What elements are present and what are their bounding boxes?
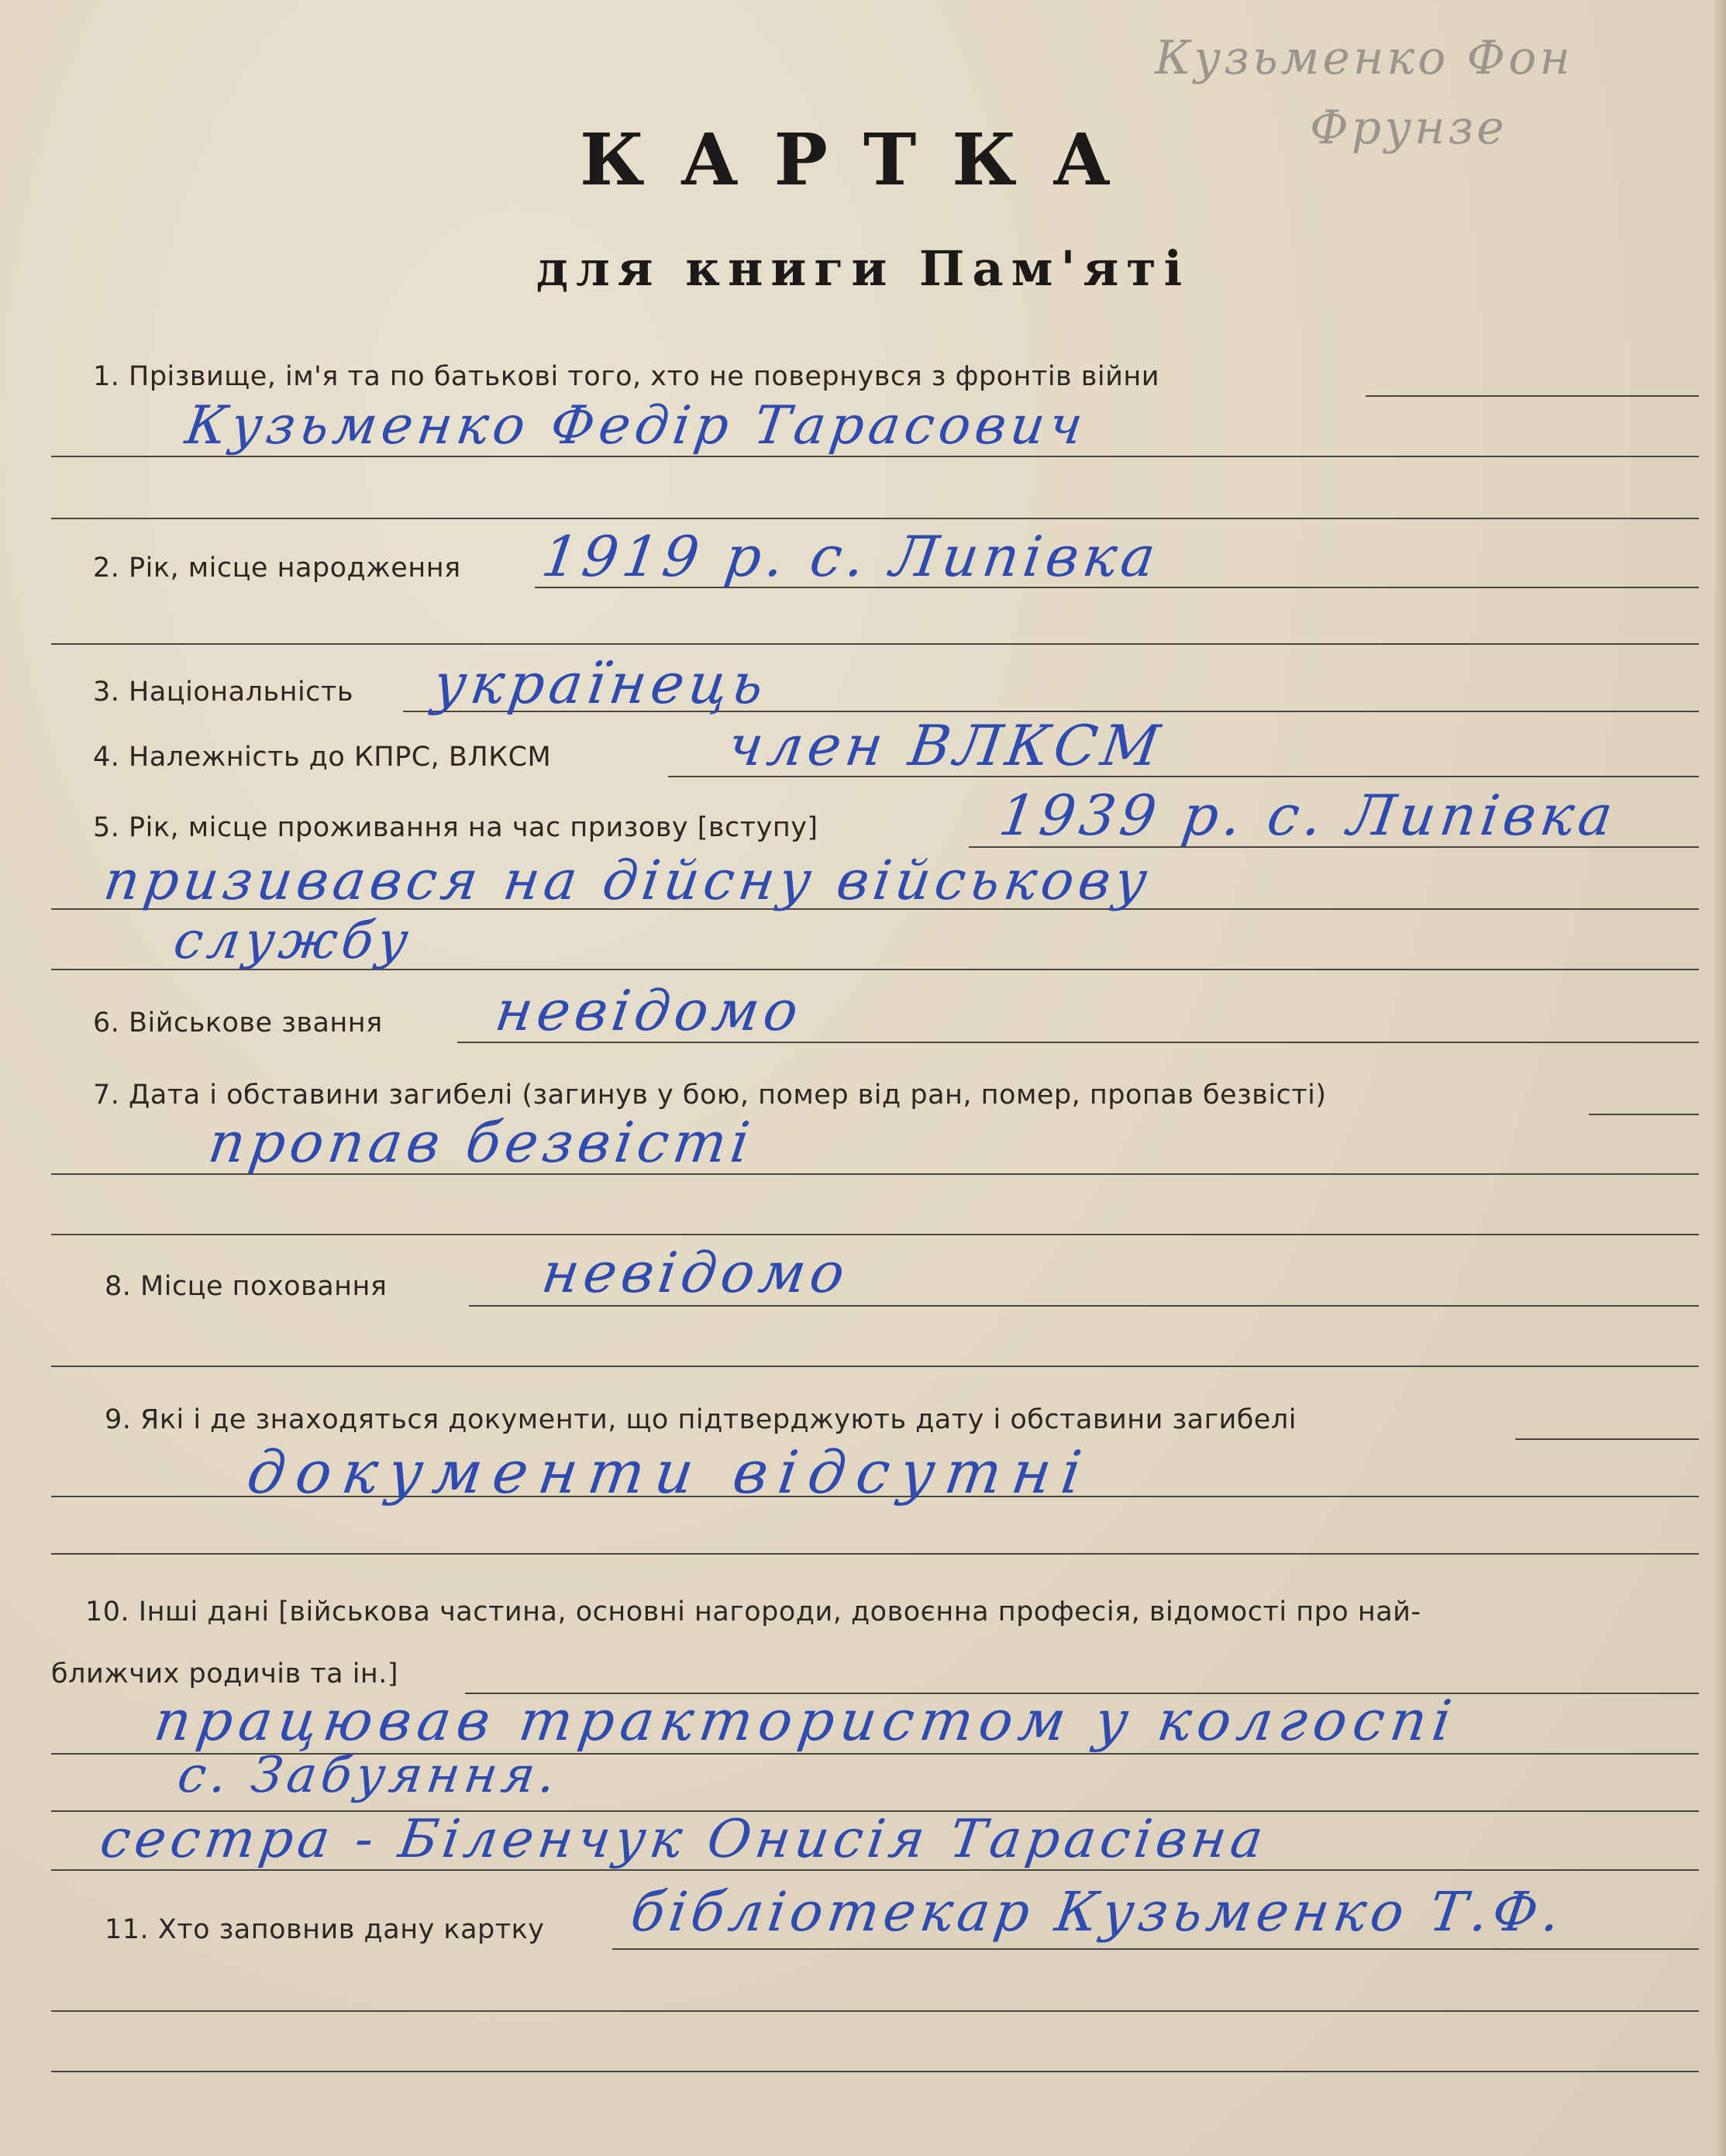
field-7-line-a — [1589, 1114, 1699, 1115]
field-9-value: документи відсутні — [243, 1438, 1097, 1507]
field-5-label: 5. Рік, місце проживання на час призову [вступу] — [93, 812, 818, 843]
field-4-label: 4. Належність до КПРС, ВЛКСМ — [93, 742, 552, 773]
field-9-label: 9. Які і де знаходяться документи, що підтверджують дату і обставини загибелі — [105, 1404, 1297, 1435]
field-3-value: українець — [429, 651, 773, 716]
field-6-label: 6. Військове звання — [93, 1007, 383, 1038]
field-1-line-b — [51, 456, 1699, 457]
field-10-value: працював трактористом у колгоспі — [150, 1688, 1462, 1753]
field-5-value: 1939 р. с. Липівка — [995, 783, 1621, 848]
field-8-line-a — [469, 1305, 1699, 1307]
field-6-value: невідомо — [491, 978, 807, 1043]
page-subtitle: для книги Пам'яті — [536, 240, 1190, 297]
field-9-line-c — [51, 1553, 1699, 1555]
field-2-line-b — [51, 643, 1699, 645]
field-11-line-c — [51, 2071, 1699, 2072]
field-8-line-b — [51, 1366, 1699, 1367]
field-1-line-c — [51, 518, 1699, 519]
paper-edge-shadow — [1715, 0, 1726, 2156]
field-8-value: невідомо — [538, 1240, 853, 1305]
field-7-line-c — [51, 1234, 1699, 1235]
field-3-label: 3. Національність — [93, 677, 353, 708]
field-11-line-b — [51, 2010, 1699, 2012]
field-11-value: бібліотекар Кузьменко Т.Ф. — [627, 1880, 1569, 1944]
field-11-label: 11. Хто заповнив дану картку — [105, 1914, 545, 1945]
field-9-line-a — [1515, 1438, 1699, 1440]
field-8-label: 8. Місце поховання — [105, 1271, 388, 1302]
field-10-label: 10. Інші дані [військова частина, основні нагороди, довоєнна професія, відомості про най- — [85, 1596, 1421, 1627]
corner-pencil-note-line1: Кузьменко Фон — [1155, 31, 1573, 85]
field-10-value-line2: с. Забуяння. — [174, 1747, 564, 1804]
field-1-label: 1. Прізвище, ім'я та по батькові того, хто не повернувся з фронтів війни — [93, 361, 1160, 392]
field-5-value-line3: службу — [170, 911, 417, 970]
field-1-value: Кузьменко Федір Тарасович — [181, 395, 1091, 456]
field-4-value: член ВЛКСМ — [724, 713, 1168, 778]
field-7-value: пропав безвісті — [205, 1110, 759, 1175]
field-10-line-d — [51, 1869, 1699, 1871]
field-7-label: 7. Дата і обставини загибелі (загинув у бою, помер від ран, помер, пропав безвісті) — [93, 1080, 1327, 1111]
field-5-value-line2: призивався на дійсну військову — [100, 849, 1156, 912]
page-title: КАРТКА — [580, 118, 1146, 201]
field-10-value-line3: сестра - Біленчук Онисія Тарасівна — [96, 1809, 1272, 1870]
field-1-line-a — [1366, 395, 1699, 397]
field-10-label-line2: ближчих родичів та ін.] — [51, 1658, 399, 1689]
field-2-label: 2. Рік, місце народження — [93, 553, 461, 584]
field-11-line-a — [612, 1948, 1699, 1950]
field-2-value: 1919 р. с. Липівка — [538, 524, 1164, 589]
corner-pencil-note-line2: Фрунзе — [1310, 101, 1507, 155]
